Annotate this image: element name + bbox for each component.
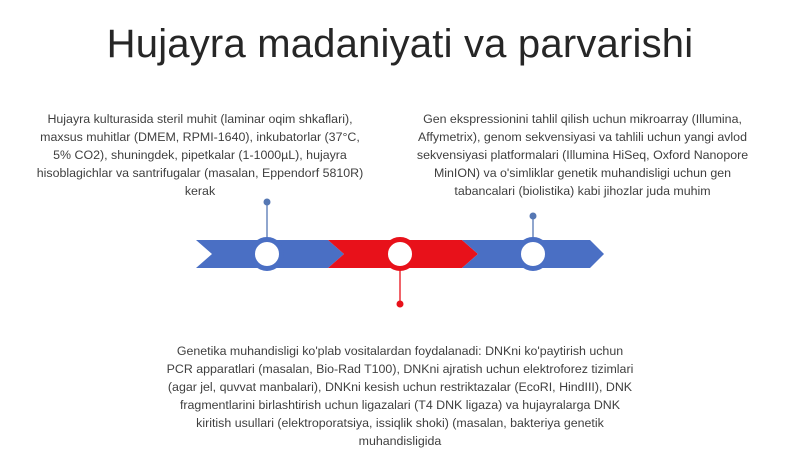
timeline-stem-dot-right xyxy=(530,213,537,220)
slide-title: Hujayra madaniyati va parvarishi xyxy=(106,22,694,66)
timeline-stem-dot-left xyxy=(264,199,271,206)
text-block-gene-expression: Gen ekspressionini tahlil qilish uchun mikroarray (Illumina, Affymetrix), genom sekvensiyasi va tahlili uchun yangi avlod sekvensiyasi platformalari (Illumina HiSeq, Oxford Nanopore MinION) va o'simliklar genetik muhandisligi uchun gen tabancalari (biolistika) kabi jihozlar juda muhim xyxy=(416,112,749,198)
text-block-genetic-engineering: Genetika muhandisligi ko'plab vositalardan foydalanadi: DNKni ko'paytirish uchun PCR apparatlari (masalan, Bio-Rad T100), DNKni ajratish uchun elektroforez tizimlari (agar jel, quvvat manbalari), DNKni kesish uchun restriktazalar (EcoRI, HindIII), DNK fragmentlarini birlashtirish uchun ligazalari (T4 DNK ligaza) va hujayralarga DNK kiritish usullari (elektroporatsiya, issiqlik shoki) (masalan, bakteriya genetik muhandisligida xyxy=(166,344,634,448)
timeline-milestone-2 xyxy=(386,240,415,269)
text-block-cell-culture: Hujayra kulturasida steril muhit (laminar oqim shkaflari), maxsus muhitlar (DMEM, RPMI-1640), inkubatorlar (37°C, 5% CO2), shuningdek, pipetkalar (1-1000µL), hujayra hisoblagichlar va santrifugalar (masalan, Eppendorf 5810R) kerak xyxy=(36,112,364,198)
timeline-stem-dot-center xyxy=(397,301,404,308)
timeline-milestone-1 xyxy=(253,240,282,269)
timeline-milestone-3 xyxy=(519,240,548,269)
